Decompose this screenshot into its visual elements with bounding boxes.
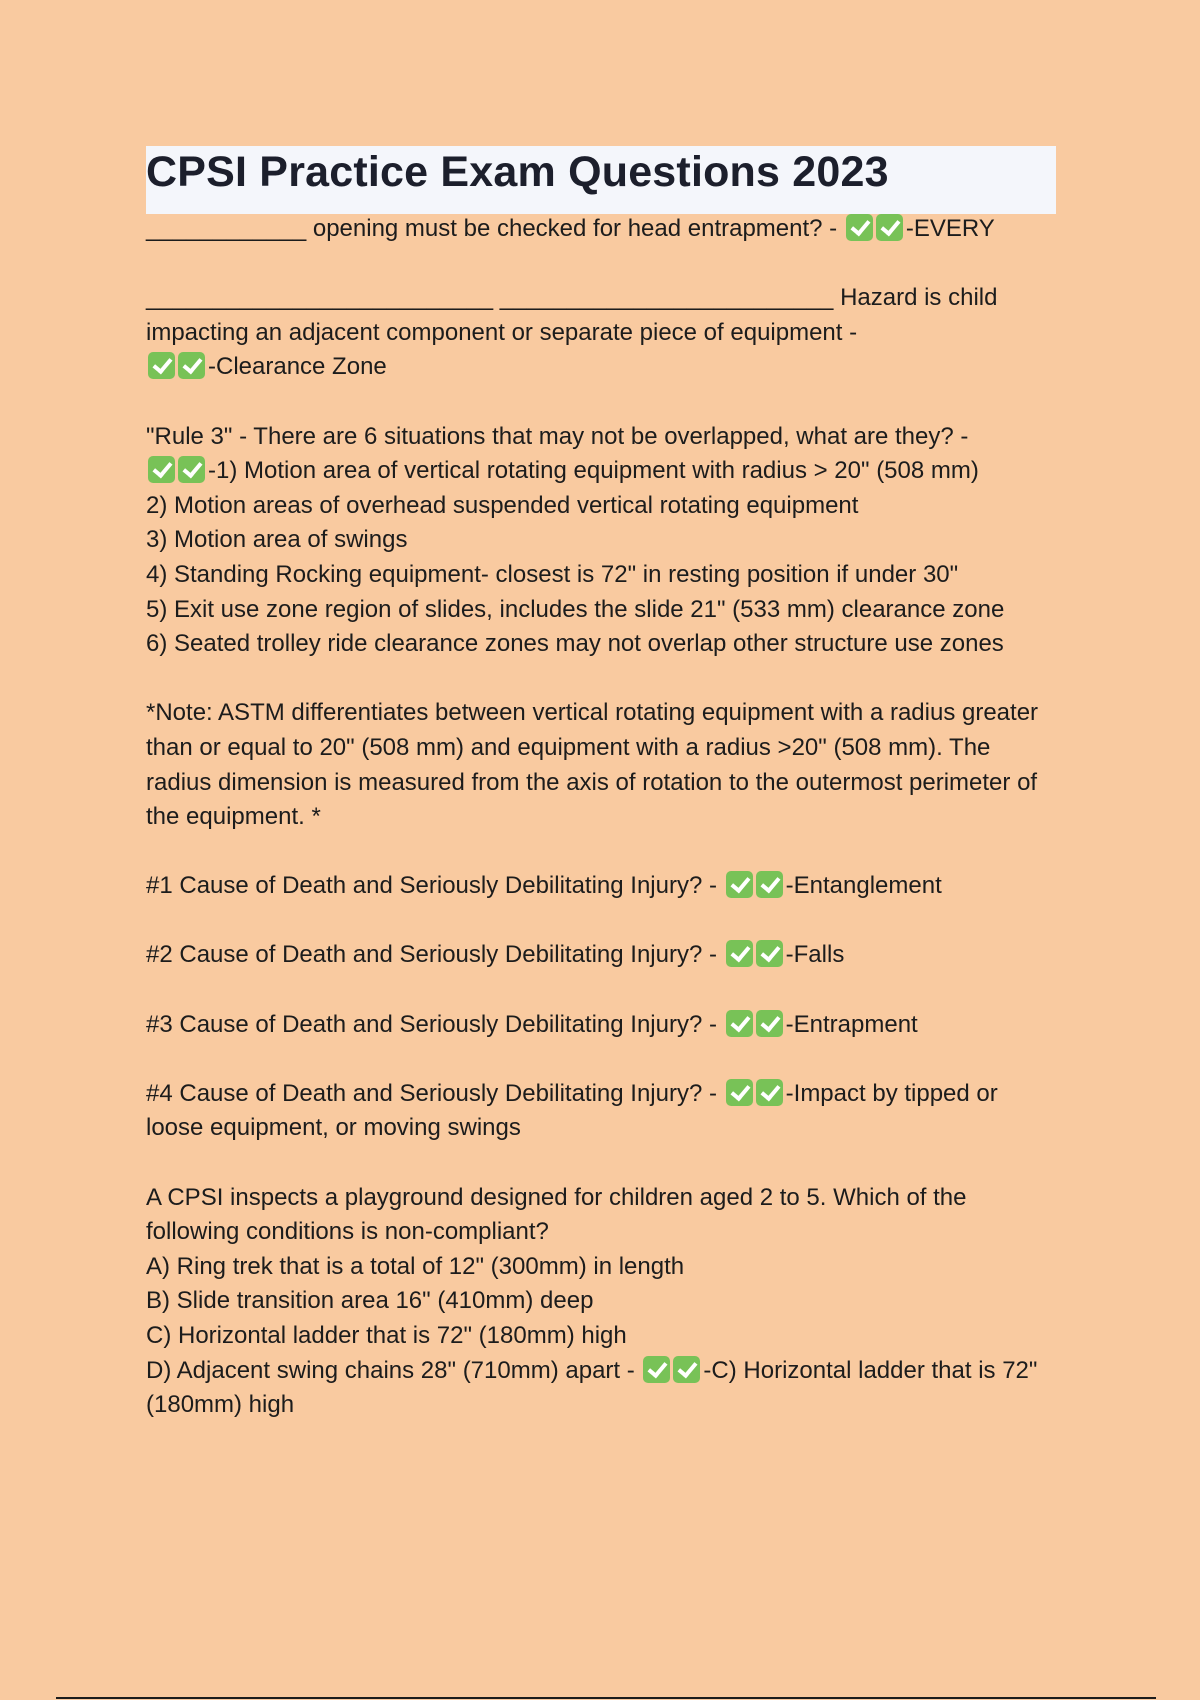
answer-text: -EVERY <box>905 215 995 242</box>
answer-text: -Falls <box>785 941 845 969</box>
check-mark-icon <box>178 456 205 483</box>
check-mark-icon <box>726 1010 753 1037</box>
question-text: "Rule 3" - There are 6 situations that may not be overlapped, what are they? - <box>146 422 969 450</box>
document-body <box>146 212 1066 1457</box>
question-cause-2 <box>146 938 1066 973</box>
question-text-line: __________________________ _________________________ Hazard is child <box>146 284 998 312</box>
check-mark-icon <box>178 352 205 379</box>
question-cause-3 <box>146 1008 1066 1043</box>
question-text: ____________ opening must be checked for head entrapment? - <box>146 215 844 242</box>
question-cause-4 <box>146 1077 1051 1146</box>
answer-text: -Impact by tipped or loose equipment, or moving swings <box>146 1079 998 1142</box>
check-mark-icon <box>756 1079 783 1106</box>
check-mark-icon <box>726 1079 753 1106</box>
answer-text: -Entrapment <box>785 1010 918 1038</box>
option-item: C) Horizontal ladder that is 72" (180mm) high <box>146 1322 627 1349</box>
question-cause-1 <box>146 869 1066 904</box>
check-mark-icon <box>876 214 903 241</box>
check-mark-icon <box>756 1010 783 1037</box>
option-item: D) Adjacent swing chains 28" (710mm) apart - <box>146 1356 642 1384</box>
question-text: #2 Cause of Death and Seriously Debilitating Injury? - <box>146 941 724 969</box>
question-text-line: impacting an adjacent component or separate piece of equipment - <box>146 318 858 346</box>
answer-marker <box>148 350 208 385</box>
check-mark-icon <box>643 1356 670 1383</box>
answer-marker <box>726 938 786 973</box>
astm-note: *Note: ASTM differentiates between vertical rotating equipment with a radius greater than or equal to 20" (508 mm) and equipment with a radius >20" (508 mm). The radius dimension is measured from the axis of rotation to the outermost perimeter of the equipment. * <box>146 699 1039 831</box>
option-item: A) Ring trek that is a total of 12" (300mm) in length <box>146 1252 685 1280</box>
answer-marker <box>148 454 208 489</box>
list-item: 5) Exit use zone region of slides, includes the slide 21" (533 mm) clearance zone <box>146 595 1005 623</box>
document-title: CPSI Practice Exam Questions 2023 <box>146 148 889 196</box>
answer-marker <box>643 1354 703 1389</box>
question-text: #4 Cause of Death and Seriously Debilitating Injury? - <box>146 1079 724 1107</box>
list-item: 2) Motion areas of overhead suspended vertical rotating equipment <box>146 491 859 519</box>
question-text: A CPSI inspects a playground designed for children aged 2 to 5. Which of the following conditions is non-compliant? <box>146 1183 967 1246</box>
answer-text: -C) Horizontal ladder that is 72" (180mm) high <box>146 1356 1038 1419</box>
check-mark-icon <box>756 940 783 967</box>
check-mark-icon <box>726 940 753 967</box>
answer-text: -Entanglement <box>785 872 942 900</box>
check-mark-icon <box>673 1356 700 1383</box>
list-item: 6) Seated trolley ride clearance zones may not overlap other structure use zones <box>146 630 1004 658</box>
list-item: 3) Motion area of swings <box>146 526 408 554</box>
answer-marker <box>726 869 786 904</box>
answer-marker <box>726 1077 786 1112</box>
check-mark-icon <box>846 214 873 241</box>
answer-text: -Clearance Zone <box>208 353 387 381</box>
list-item: 4) Standing Rocking equipment- closest is 72" in resting position if under 30" <box>146 560 959 588</box>
check-mark-icon <box>148 352 175 379</box>
question-cpsi-inspection <box>146 1181 1066 1423</box>
answer-marker <box>726 1008 786 1043</box>
option-item: B) Slide transition area 16" (410mm) deep <box>146 1287 594 1315</box>
page-bottom-divider <box>56 1697 1156 1699</box>
question-rule-3 <box>146 420 1066 662</box>
answer-marker <box>846 212 906 247</box>
question-text: #1 Cause of Death and Seriously Debilitating Injury? - <box>146 872 724 900</box>
check-mark-icon <box>726 871 753 898</box>
answer-text: -1) Motion area of vertical rotating equipment with radius > 20" (508 mm) <box>208 457 979 485</box>
question-clearance-zone <box>146 281 1066 385</box>
question-head-entrapment <box>146 212 1066 247</box>
check-mark-icon <box>756 871 783 898</box>
check-mark-icon <box>148 456 175 483</box>
question-text: #3 Cause of Death and Seriously Debilitating Injury? - <box>146 1010 724 1038</box>
